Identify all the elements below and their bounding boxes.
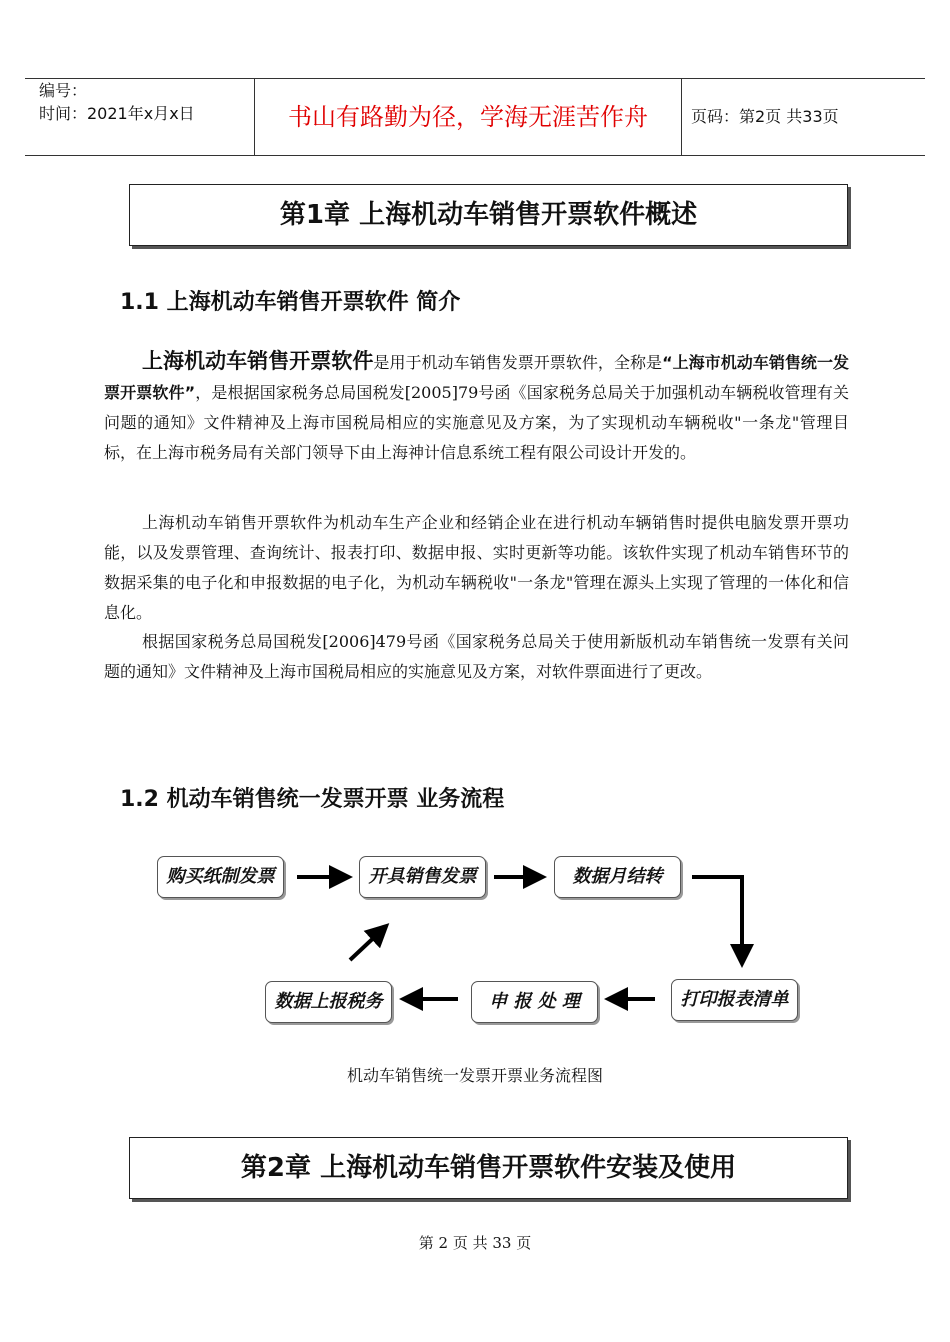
arrow-6-to-1: [350, 930, 382, 960]
arrow-3-to-4: [692, 877, 742, 958]
flow-step-declare: 申 报 处 理: [471, 981, 598, 1023]
flow-caption: 机动车销售统一发票开票业务流程图: [346, 1066, 603, 1085]
paragraph-3: 根据国家税务总局国税发[2006]479号函《国家税务总局关于使用新版机动车销售统一发票有关问题的通知》文件精神及上海市国税局相应的实施意见及方案，对软件票面进行了更改。: [104, 632, 849, 681]
header-page-info: 页码：第2页 共33页: [691, 107, 839, 126]
number-label: 编号：: [39, 81, 88, 100]
paragraph-1-lead: 上海机动车销售开票软件: [142, 349, 374, 373]
section-1-1-title: 1.1 上海机动车销售开票软件 简介: [120, 290, 461, 315]
flow-step-upload-tax: 数据上报税务: [265, 981, 392, 1023]
flow-step-monthly-transfer: 数据月结转: [554, 856, 681, 898]
page-footer: 第 2 页 共 33 页: [418, 1234, 532, 1252]
header-motto: 书山有路勤为径，学海无涯苦作舟: [254, 79, 682, 155]
paragraph-1-bold: “上海市机动车销售统一发票开票软件”: [104, 353, 849, 402]
flow-step-print-report: 打印报表清单: [671, 979, 798, 1021]
paragraph-1-text-a: 是用于机动车销售发票开票软件，全称是: [373, 353, 663, 372]
chapter-2-title: 第2章 上海机动车销售开票软件安装及使用: [129, 1137, 848, 1199]
flow-step-buy-invoice: 购买纸制发票: [157, 856, 284, 898]
chapter-1-title: 第1章 上海机动车销售开票软件概述: [129, 184, 848, 246]
flow-step-issue-invoice: 开具销售发票: [359, 856, 486, 898]
paragraph-2: 上海机动车销售开票软件为机动车生产企业和经销企业在进行机动车辆销售时提供电脑发票开票功能，以及发票管理、查询统计、报表打印、数据申报、实时更新等功能。该软件实现了机动车销售环节的数据采集的电子化和申报数据的电子化，为机动车辆税收"一条龙"管理在源头上实现了管理的一体化和信息化。: [104, 513, 849, 622]
time-label: 时间：2021年x月x日: [39, 104, 195, 123]
section-1-2-title: 1.2 机动车销售统一发票开票 业务流程: [120, 787, 505, 812]
paragraph-1-text-b: ，是根据国家税务总局国税发[2005]79号函《国家税务总局关于加强机动车辆税收管理有关问题的通知》文件精神及上海市国税局相应的实施意见及方案，为了实现机动车辆税收"一条龙"管理目标，在上海市税务局有关部门领导下由上海神计信息系统工程有限公司设计开发的。: [104, 383, 849, 462]
